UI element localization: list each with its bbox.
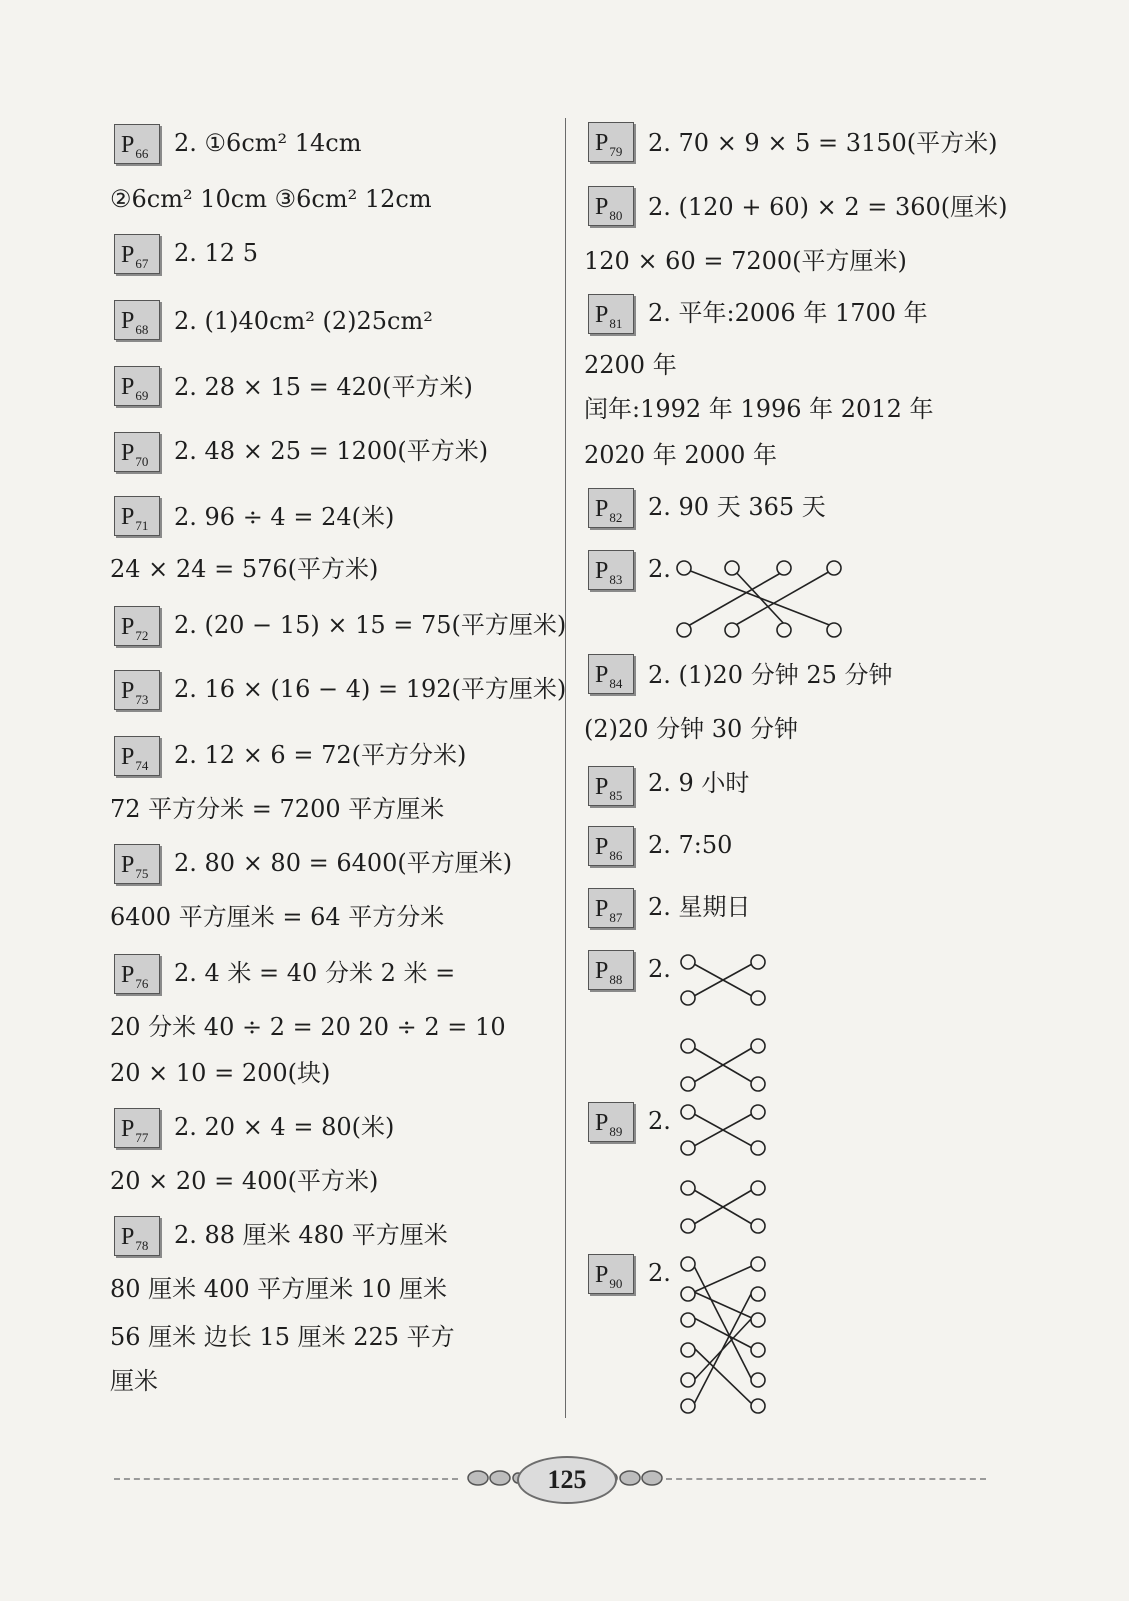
answer-line: 2. 70 × 9 × 5 = 3150(平方米) bbox=[648, 129, 998, 157]
answer-line: 闰年:1992 年 1996 年 2012 年 bbox=[584, 395, 934, 423]
matching-diagram-p88 bbox=[676, 950, 786, 1108]
footer-ornament-left bbox=[466, 1468, 524, 1488]
page-ref-box: $P_{78}$ bbox=[114, 1216, 160, 1256]
answer-line: 2. 7:50 bbox=[648, 831, 733, 859]
page-ref-box: $P_{81}$ bbox=[588, 294, 634, 334]
answer-line: 2. 48 × 25 = 1200(平方米) bbox=[174, 437, 489, 465]
answer-line: 2. 平年:2006 年 1700 年 bbox=[648, 299, 928, 327]
answer-line: (2)20 分钟 30 分钟 bbox=[584, 715, 798, 743]
answer-line: 2. 12 × 6 = 72(平方分米) bbox=[174, 741, 467, 769]
page-ref-box: $P_{80}$ bbox=[588, 186, 634, 226]
answer-line: 2. 80 × 80 = 6400(平方厘米) bbox=[174, 849, 513, 877]
page-ref-box: $P_{86}$ bbox=[588, 826, 634, 866]
answer-line: 24 × 24 = 576(平方米) bbox=[110, 555, 379, 583]
answer-line: 2020 年 2000 年 bbox=[584, 441, 778, 469]
answer-line: ②6cm² 10cm ③6cm² 12cm bbox=[110, 185, 432, 213]
page-ref-box: $P_{77}$ bbox=[114, 1108, 160, 1148]
answer-line: 2. 96 ÷ 4 = 24(米) bbox=[174, 503, 395, 531]
page-ref-box: $P_{76}$ bbox=[114, 954, 160, 994]
answer-line: 20 分米 40 ÷ 2 = 20 20 ÷ 2 = 10 bbox=[110, 1013, 506, 1041]
answer-line: 2. 12 5 bbox=[174, 239, 258, 267]
answer-line: 2. bbox=[648, 1107, 671, 1135]
page-ref-box: $P_{89}$ bbox=[588, 1102, 634, 1142]
page-ref-box: $P_{88}$ bbox=[588, 950, 634, 990]
answer-line: 2. 88 厘米 480 平方厘米 bbox=[174, 1221, 448, 1249]
answer-line: 2. bbox=[648, 555, 671, 583]
answer-line: 2. 9 小时 bbox=[648, 769, 750, 797]
answer-line: 20 × 20 = 400(平方米) bbox=[110, 1167, 379, 1195]
matching-diagram-p83 bbox=[670, 560, 860, 650]
page-ref-box: $P_{83}$ bbox=[588, 550, 634, 590]
answer-line: 厘米 bbox=[110, 1367, 158, 1395]
page-ref-box: $P_{70}$ bbox=[114, 432, 160, 472]
page-ref-box: $P_{68}$ bbox=[114, 300, 160, 340]
answer-line: 2. 28 × 15 = 420(平方米) bbox=[174, 373, 473, 401]
answer-line: 2. bbox=[648, 955, 671, 983]
footer-dashed-line bbox=[666, 1478, 986, 1480]
page-ref-box: $P_{84}$ bbox=[588, 654, 634, 694]
answer-line: 6400 平方厘米 = 64 平方分米 bbox=[110, 903, 445, 931]
answer-line: 2. (120 + 60) × 2 = 360(厘米) bbox=[648, 193, 1008, 221]
page-ref-box: $P_{72}$ bbox=[114, 606, 160, 646]
page-ref-box: $P_{67}$ bbox=[114, 234, 160, 274]
page-ref-box: $P_{85}$ bbox=[588, 766, 634, 806]
page-ref-box: $P_{90}$ bbox=[588, 1254, 634, 1294]
answer-line: 2. 星期日 bbox=[648, 893, 751, 921]
page-ref-box: $P_{74}$ bbox=[114, 736, 160, 776]
column-divider bbox=[565, 118, 566, 1418]
answer-line: 2. (1)40cm² (2)25cm² bbox=[174, 307, 433, 335]
page-ref-box: $P_{79}$ bbox=[588, 122, 634, 162]
answer-line: 56 厘米 边长 15 厘米 225 平方 bbox=[110, 1323, 455, 1351]
answer-line: 2. (20 − 15) × 15 = 75(平方厘米) bbox=[174, 611, 567, 639]
answer-line: 2. ①6cm² 14cm bbox=[174, 129, 362, 157]
page-ref-box: $P_{66}$ bbox=[114, 124, 160, 164]
answer-line: 120 × 60 = 7200(平方厘米) bbox=[584, 247, 907, 275]
answer-line: 2200 年 bbox=[584, 351, 677, 379]
page-ref-box: $P_{71}$ bbox=[114, 496, 160, 536]
answer-line: 2. 20 × 4 = 80(米) bbox=[174, 1113, 395, 1141]
matching-diagram-p90 bbox=[676, 1256, 786, 1416]
page-ref-box: $P_{73}$ bbox=[114, 670, 160, 710]
page-ref-box: $P_{82}$ bbox=[588, 488, 634, 528]
footer-dashed-line bbox=[114, 1478, 458, 1480]
answer-line: 20 × 10 = 200(块) bbox=[110, 1059, 331, 1087]
matching-diagram-p89 bbox=[676, 1100, 786, 1258]
answer-line: 2. 16 × (16 − 4) = 192(平方厘米) bbox=[174, 675, 567, 703]
answer-line: 80 厘米 400 平方厘米 10 厘米 bbox=[110, 1275, 448, 1303]
answer-line: 2. bbox=[648, 1259, 671, 1287]
answer-line: 2. 90 天 365 天 bbox=[648, 493, 826, 521]
answer-line: 2. (1)20 分钟 25 分钟 bbox=[648, 661, 893, 689]
page-number: 125 bbox=[517, 1456, 617, 1504]
page-ref-box: $P_{75}$ bbox=[114, 844, 160, 884]
answer-line: 2. 4 米 = 40 分米 2 米 = bbox=[174, 959, 456, 987]
answer-line: 72 平方分米 = 7200 平方厘米 bbox=[110, 795, 445, 823]
page-ref-box: $P_{69}$ bbox=[114, 366, 160, 406]
page-ref-box: $P_{87}$ bbox=[588, 888, 634, 928]
